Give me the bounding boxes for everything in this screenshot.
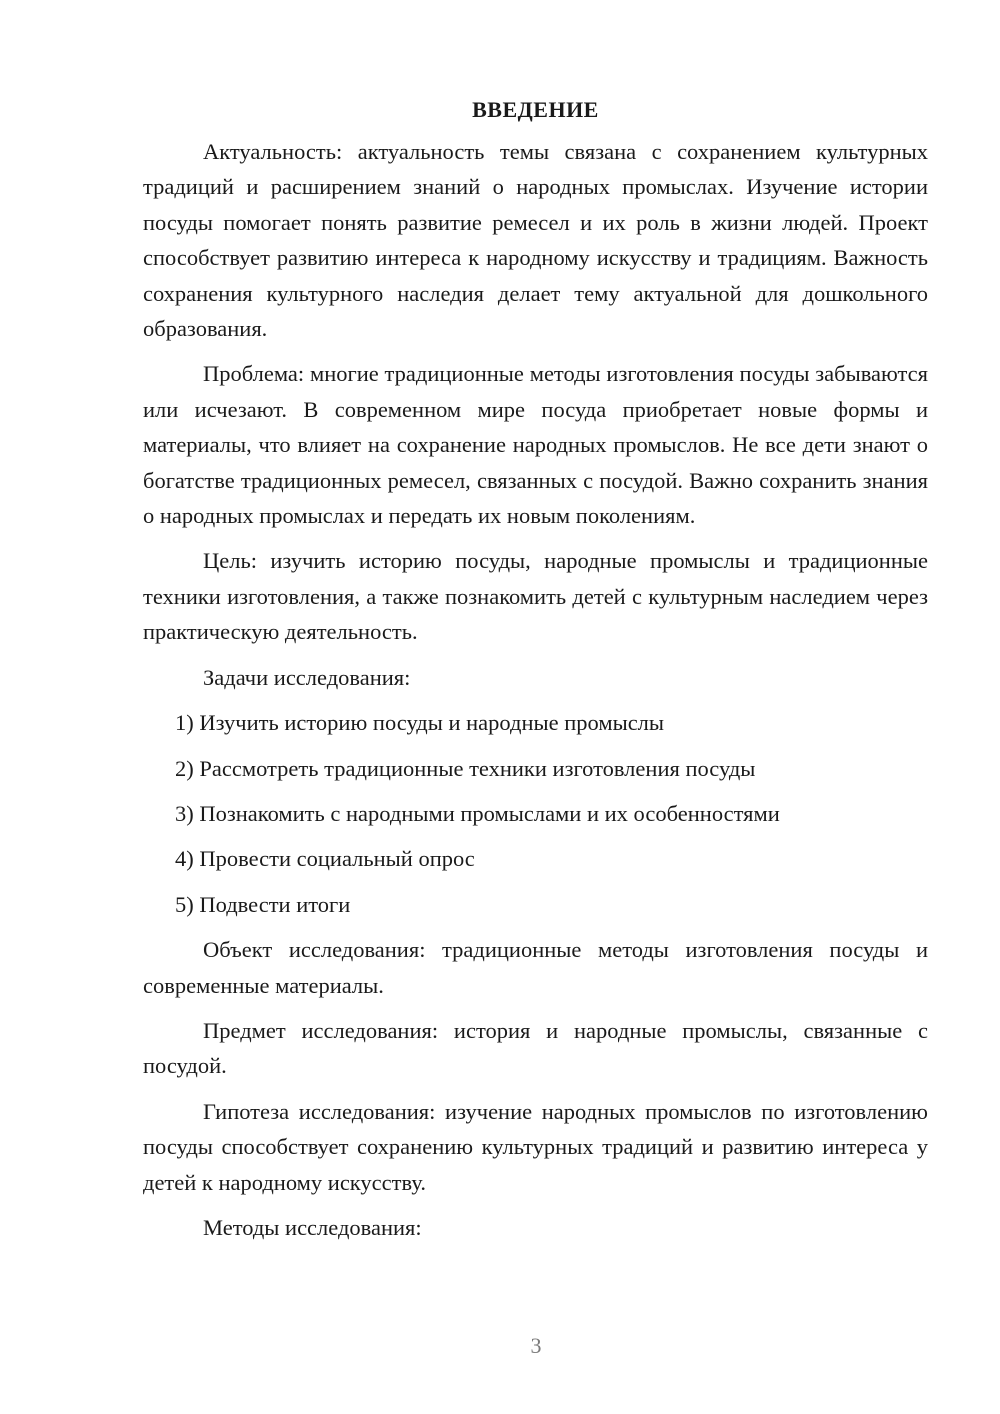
subject-paragraph: Предмет исследования: история и народные промыслы, связанные с посудой. <box>143 1017 928 1079</box>
task-item: 2) Рассмотреть традиционные техники изготовления посуды <box>175 755 756 781</box>
section-title: ВВЕДЕНИЕ <box>472 97 599 122</box>
task-item: 3) Познакомить с народными промыслами и их особенностями <box>175 800 780 826</box>
tasks-heading: Задачи исследования: <box>203 664 411 690</box>
goal-paragraph: Цель: изучить историю посуды, народные промыслы и традиционные техники изготовления, а также познакомить детей с культурным наследием через практическую деятельность. <box>143 548 928 645</box>
methods-heading: Методы исследования: <box>203 1214 422 1240</box>
relevance-paragraph: Актуальность: актуальность темы связана с сохранением культурных традиций и расширением знаний о народных промыслах. Изучение истории посуды помогает понять развитие ремесел и их роль в жизни людей. Проект способствует развитию интереса к народному искусству и традициям. Важность сохранения культурного наследия делает тему актуальной для дошкольного образования. <box>143 139 928 342</box>
task-item: 4) Провести социальный опрос <box>175 846 475 872</box>
tasks-list <box>143 705 928 922</box>
page-number: 3 <box>530 1333 542 1358</box>
document-page <box>143 96 928 1255</box>
hypothesis-paragraph: Гипотеза исследования: изучение народных промыслов по изготовлению посуды способствует сохранению культурных традиций и развитию интереса у детей к народному искусству. <box>143 1098 928 1195</box>
problem-paragraph: Проблема: многие традиционные методы изготовления посуды забываются или исчезают. В современном мире посуда приобретает новые формы и материалы, что влияет на сохранение народных промыслов. Не все дети знают о богатстве традиционных ремесел, связанных с посудой. Важно сохранить знания о народных промыслах и передать их новым поколениям. <box>143 361 928 529</box>
object-paragraph: Объект исследования: традиционные методы изготовления посуды и современные материалы. <box>143 937 928 998</box>
task-item: 1) Изучить историю посуды и народные промыслы <box>175 710 665 736</box>
task-item: 5) Подвести итоги <box>175 891 351 917</box>
